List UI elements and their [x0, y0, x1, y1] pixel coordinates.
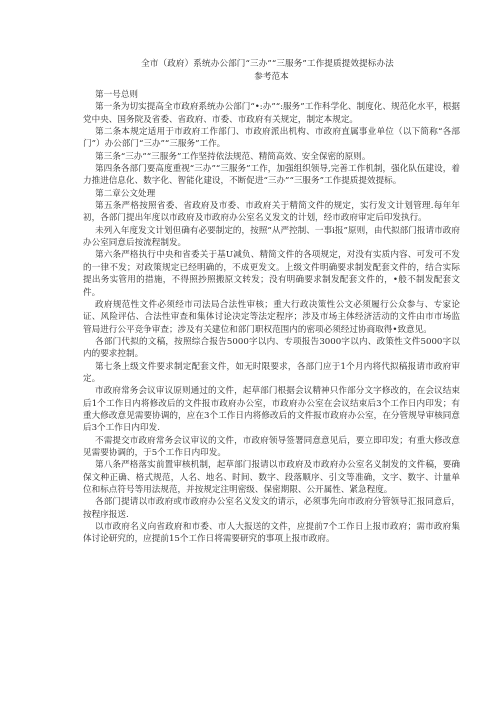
- document-subtitle: 参考范本: [254, 72, 289, 82]
- body-paragraph: 第一条为切实提高全市政府系统办公部门“•:办”“:服务”工作科学化、制度化、规范化水平，根据党中央、国务院及省委、省政府、市委、市政府有关规定，制定本规定。: [83, 102, 460, 125]
- body-paragraph: 第五条严格按照省委、省政府及市委、市政府关于精简文件的规定，实行发文计划管理.每年年初，各部门提出年度以市政府及市政府办公室名义发文的计划，经市政府审定后印发执行。: [83, 201, 460, 224]
- body-paragraph: 第七条上级文件要求制定配套文件，如无时限要求，各部门应于1个月内将代拟稿报请市政府审定。: [83, 361, 460, 384]
- body-paragraph: 第二条本规定适用于市政府工作部门、市政府派出机构、市政府直属事业单位（以下简称“各部门”）办公部门“三办”“三服务”工作。: [83, 127, 460, 150]
- body-paragraph: 政府规范性文件必须经市司法局合法性审核；重大行政决策性公文必须履行公众参与、专家论证、风险评估、合法性审查和集体讨论决定等法定程序；涉及市场主体经济活动的文件由市市场监管局进行公平竞争审查；涉及有关建位和部门职权范围内的密项必须经过协商取得•致意见。: [83, 299, 460, 335]
- body-paragraph: 第四条各部门要高度重视“三办”“三服务”工作，加强组织领导,完善工作机制，强化队伍建设，着力推进信息化、数字化、智能化建设，不断促进“三办”“三服务”工作提质提效提标。: [83, 164, 460, 187]
- body-paragraph: 以市政府名义向省政府和市委、市人大报送的文件，应提前7个工作日上报市政府；需市政府集体讨论研究的，应提前15个工作日将需要研究的事项上报市政府。: [83, 522, 460, 545]
- section-heading: 第二章公文处理: [95, 188, 156, 199]
- document-body: [83, 89, 460, 546]
- body-paragraph: 第三条“三办”“三服务”工作坚持依法规范、精简高效、安全保密的原则。: [95, 151, 371, 162]
- document-title: 全市（政府）系统办公部门“三办”“三服务”工作提质提效提标办法: [141, 59, 394, 69]
- body-paragraph: 不需提交市政府常务会议审议的文件，市政府领导签署同意意见后，要立即印发；有重大修改意见需要协调的，于5个工作日内印发。: [83, 435, 460, 458]
- body-paragraph: 市政府常务会议审议原则通过的文件，起草部门根据会议精神只作部分文字修改的，在会议结束后1个工作日内将修改后的文件报市政府办公室，市政府办公室在会议结束后3个工作日内印发；有重大修改意见需要协调的，应在3个工作日内将修改后的文件报市政府办公室，在分管规导审核同意后3个工作日内印发.: [83, 386, 460, 434]
- body-paragraph: 各部门代拟的文稿，按照综合报告5000字以内、专项报告3000字以内、政策性文件5000字以内的要求控制。: [83, 336, 460, 360]
- body-paragraph: 第八条严格落实前置审核机制，起草部门报请以市政府及市政府办公室名义制发的文件稿，要确保文种正确、格式规范，人名、地名、时间、数字、段落顺序、引文等准确，文字、数字、计量单位和标点符号等用法规范，并按规定注明密级、保密期限、公开属性、紧急程度。: [83, 460, 460, 495]
- body-paragraph: 各部门提请以市政府或市政府办公室名义发文的请示，必须事先向市政府分管领导汇报同意后，按程序报送.: [83, 497, 460, 520]
- body-paragraph: 未列入年度发文计划但确有必要制定的，按照“从严控制、一事i报”原则，由代拟部门报请市政府办公室同意后按流程制发。: [83, 225, 460, 249]
- body-paragraph: 第六条严格执行中央和省委关于基U减负、精简文件的各项规定，对没有实质内容、可发可不发的一律不发；对政策规定已经明确的，不成更发文。上级文件明确要求制发配套文件的，结合实际提出务实管用的措施，不得照抄照搬原文转发；没有明确要求制发配套文件的，•般不制发配套文件。: [83, 250, 460, 298]
- section-heading: 第一号总则: [95, 90, 139, 100]
